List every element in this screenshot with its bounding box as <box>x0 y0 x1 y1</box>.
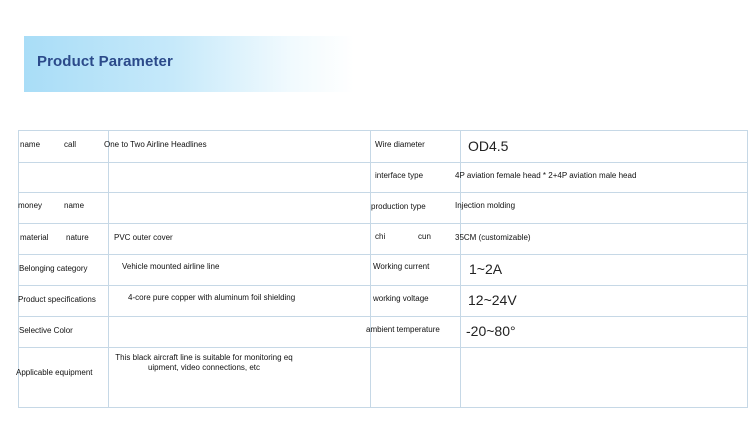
label-nature: nature <box>66 233 89 242</box>
row-divider <box>18 316 748 317</box>
row-divider <box>18 192 748 193</box>
label-cun: cun <box>418 232 431 241</box>
label-selective-color: Selective Color <box>19 326 73 335</box>
column-divider <box>370 130 371 408</box>
label-call: call <box>64 140 77 149</box>
label-chi: chi <box>375 232 386 241</box>
label-wire-diameter: Wire diameter <box>375 140 425 149</box>
value-size: 35CM (customizable) <box>455 233 531 242</box>
label-product-specifications: Product specifications <box>18 295 96 304</box>
value-name-call: One to Two Airline Headlines <box>104 140 207 149</box>
row-divider <box>18 285 748 286</box>
value-working-voltage: 12~24V <box>468 292 517 308</box>
label-ambient-temperature: ambient temperature <box>366 325 440 334</box>
value-applicable-equipment-line1: This black aircraft line is suitable for monitoring eq <box>115 353 293 362</box>
label-name-2: name <box>64 201 85 210</box>
label-material: material <box>20 233 49 242</box>
label-working-voltage: working voltage <box>373 294 429 303</box>
label-belonging-category: Belonging category <box>19 264 88 273</box>
row-divider <box>18 347 748 348</box>
label-money: money <box>18 201 43 210</box>
value-material: PVC outer cover <box>114 233 173 242</box>
row-divider <box>18 254 748 255</box>
label-name: name <box>20 140 41 149</box>
label-working-current: Working current <box>373 262 430 271</box>
label-applicable-equipment: Applicable equipment <box>16 368 93 377</box>
value-interface-type: 4P aviation female head * 2+4P aviation male head <box>455 171 637 180</box>
row-divider <box>18 223 748 224</box>
label-production-type: production type <box>371 202 426 211</box>
value-working-current: 1~2A <box>469 261 503 277</box>
row-divider <box>18 162 748 163</box>
value-wire-diameter: OD4.5 <box>468 138 509 154</box>
label-interface-type: interface type <box>375 171 424 180</box>
value-applicable-equipment <box>106 353 302 373</box>
value-ambient-temperature: -20~80° <box>466 323 516 339</box>
value-applicable-equipment-line2: uipment, video connections, etc <box>147 363 261 372</box>
value-product-specifications: 4-core pure copper with aluminum foil shielding <box>128 293 296 302</box>
page-title: Product Parameter <box>37 53 173 70</box>
value-belonging-category: Vehicle mounted airline line <box>122 262 220 271</box>
value-production-type: Injection molding <box>455 201 516 210</box>
section-header-banner <box>24 36 354 92</box>
